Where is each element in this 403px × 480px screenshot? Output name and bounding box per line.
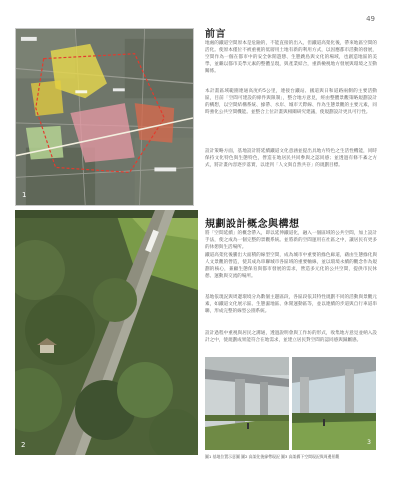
map-figure-number: 1 <box>22 191 27 199</box>
landscape-photo <box>15 210 198 455</box>
page-number: 49 <box>366 15 375 23</box>
bridge-photo-image <box>205 357 376 450</box>
preface-heading: 前言 <box>205 29 226 40</box>
site-map-figure <box>15 28 194 206</box>
concept-paragraph-4: 設計過程中重視與居民之溝通，透過說明會與工作坊的形式，收集地方意見並納入設計之中，使規劃成果能符合在地需求，並建立居民對空間的認同感與歸屬感。 <box>205 331 377 344</box>
figure-caption: 圖1 基地位置示意圖 圖2 高架化後綠帶現況 圖3 高架橋下空間現況與周邊景觀 <box>205 454 340 459</box>
site-map-image <box>16 29 193 205</box>
concept-paragraph-3: 基地依現況與周邊環境分為數個主題區段，各區段依其特性規劃不同的活動與景觀元素，如鐵道文化展示區、生態濕地區、休閒運動區等，並以連續的步道與自行車道串聯，形成完整的線型公園系統。 <box>205 295 377 315</box>
landscape-photo-image <box>15 210 198 455</box>
concept-paragraph-2: 鐵道高架化後騰出大面積的線型空間，成為城市中重要的綠色廊道，藉由生態綠化與人文景觀的營造，使其成為串聯城市各區域的重要軸線，並以環境永續的觀念作為規劃的核心，兼顧生態保育與都市發展的需求，營造多元化的公共空間，提供市民休憩、運動與交流的場所。 <box>205 253 377 280</box>
concept-heading: 規劃設計概念與構想 <box>205 219 300 230</box>
landscape-figure-number: 2 <box>21 441 26 449</box>
preface-paragraph-1: 地處的鐵道空間原本是危險的，不能直接的出入，但鐵道高架化後，帶來地區空間的活化。使原本僅位不被重視的低層用土地有新的利用方式，以因應都市活動的發展，空間作為一個在都市中的安全休閒遊憩、生態跳島與文化的場域，也創造地區的美學，並繼以都市美學元素的整體呈現，與產業結合，重新檢視地方發展與環境之互動關係。 <box>205 41 377 75</box>
preface-paragraph-3: 設計策略方面，基地設計將延續鐵道文化意涵並提出具地方特色之生活性機能，同時保持文化特色與生態特色，營造在地居民共同參與之認同感；並透過有條不紊之方式，將計畫內容逐步落實，以達到「人文與自然共存」的規劃目標。 <box>205 149 377 169</box>
preface-paragraph-2: 本計畫區域範圍連通高度約5公里，連接台鐵站、國道與日和道路兩側的主要活動區，目前「空間可建設的條件與限制」，整合地方意見，經由整體景觀策略規劃設計的構想，以空間結構系統、綠帶、水岸、城市天際線、作為生態景觀的主要元素，同時強化公共空間機能。並整合上位計畫與相關研究建議，使規劃設計更具可行性。 <box>205 89 377 116</box>
bridge-figure-number: 3 <box>367 439 371 446</box>
concept-paragraph-1: 將「空間延續」的概念帶入，即以延伸鐵道化，融入一個區域的公共空間，加上設計手法，使之成為一個完整的景觀系統。並將新的空間運用在社區之中，讓居民有更多的休憩與生活場所。 <box>205 231 377 251</box>
bridge-photo <box>205 357 376 450</box>
